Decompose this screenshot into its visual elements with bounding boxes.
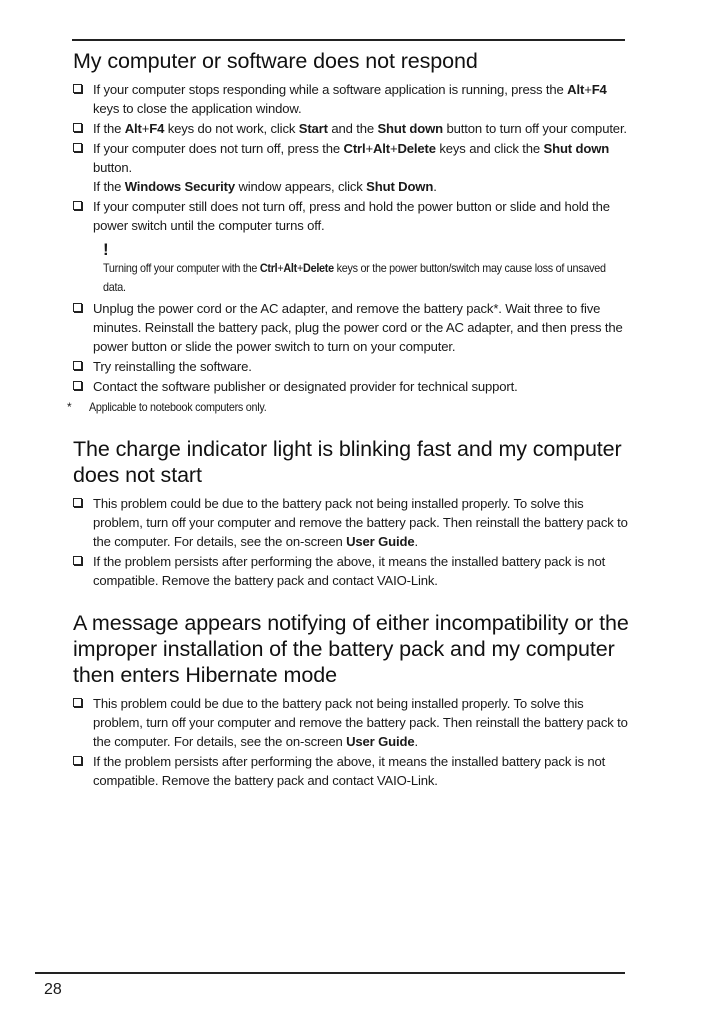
bullet-list [73,694,633,790]
section-charge-indicator [73,436,633,590]
exclamation-icon: ! [103,240,109,259]
checkbox-bullet-icon [73,123,82,132]
key-term: Delete [397,141,436,156]
key-term: Shut down [543,141,610,156]
checkbox-bullet-icon [73,381,82,390]
key-term: Alt [567,82,585,97]
checkbox-bullet-icon [73,303,82,312]
list-item [73,694,633,751]
list-item-text: This problem could be due to the battery pack not being installed properly. To solve this problem, turn off your computer and remove the battery pack. Then reinstall the battery pack to the computer. For details, see the on-screen User Guide. [93,496,628,549]
list-item-text: If your computer stops responding while a software application is running, press the Alt+F4 keys to close the application window. [93,82,607,116]
page-content [67,48,633,791]
key-term: F4 [149,121,165,136]
key-term: Shut down [377,121,444,136]
list-item [73,552,633,590]
list-item [73,80,633,118]
key-term: Start [298,121,328,136]
footnote-text: Applicable to notebook computers only. [89,400,267,414]
key-term: Shut Down [366,179,434,194]
checkbox-bullet-icon [73,498,82,507]
section-not-responding [67,48,633,416]
section-heading: A message appears notifying of either incompatibility or the improper installation of the battery pack and my computer then enters Hibernate mode [73,611,629,687]
section-heading: The charge indicator light is blinking fast and my computer does not start [73,437,622,487]
footnote [67,398,633,416]
list-item [73,299,633,356]
checkbox-bullet-icon [73,756,82,765]
page-number: 28 [44,981,62,998]
bullet-list [73,494,633,590]
footnote-mark: * [67,400,72,414]
key-term: Windows Security [124,179,235,194]
key-term: Delete [303,261,334,275]
key-term: User Guide [346,534,415,549]
list-item [73,197,633,235]
checkbox-bullet-icon [73,84,82,93]
list-item [73,752,633,790]
list-item-text: If your computer does not turn off, press the Ctrl+Alt+Delete keys and click the Shut down button. If the Windows Security window appears, click Shut Down. [93,141,610,194]
checkbox-bullet-icon [73,143,82,152]
top-rule [72,39,625,41]
checkbox-bullet-icon [73,698,82,707]
checkbox-bullet-icon [73,201,82,210]
key-term: Alt [372,141,390,156]
list-item-text: If the problem persists after performing the above, it means the installed battery pack is not compatible. Remove the battery pack and contact VAIO-Link. [93,554,606,588]
list-item-text: Try reinstalling the software. [93,359,252,374]
section-heading: My computer or software does not respond [73,49,478,73]
warning-note [103,241,633,297]
list-item-text: This problem could be due to the battery pack not being installed properly. To solve this problem, turn off your computer and remove the battery pack. Then reinstall the battery pack to the computer. For details, see the on-screen User Guide. [93,696,628,749]
section-hibernate [73,610,633,790]
list-item [73,377,633,396]
bottom-rule [35,972,625,974]
list-item [73,494,633,551]
key-term: Alt [124,121,142,136]
checkbox-bullet-icon [73,361,82,370]
list-item-text: If the Alt+F4 keys do not work, click Start and the Shut down button to turn off your computer. [93,121,627,136]
key-term: Ctrl [259,261,278,275]
key-term: F4 [591,82,607,97]
list-item [73,139,633,196]
list-item-text: Unplug the power cord or the AC adapter, and remove the battery pack*. Wait three to five minutes. Reinstall the battery pack, plug the power cord or the AC adapter, and then press the power button or slide the power switch to turn on your computer. [93,301,623,354]
list-item-text: If the problem persists after performing the above, it means the installed battery pack is not compatible. Remove the battery pack and contact VAIO-Link. [93,754,606,788]
checkbox-bullet-icon [73,556,82,565]
bullet-list [73,299,633,396]
bullet-list [73,80,633,235]
list-item [73,357,633,376]
warning-note-text: Turning off your computer with the Ctrl+Alt+Delete keys or the power button/switch may cause loss of unsaved data. [103,261,606,294]
key-term: Ctrl [343,141,366,156]
key-term: Alt [283,261,298,275]
key-term: User Guide [346,734,415,749]
list-item [73,119,633,138]
list-item-text: Contact the software publisher or designated provider for technical support. [93,379,518,394]
list-item-text: If your computer still does not turn off, press and hold the power button or slide and hold the power switch until the computer turns off. [93,199,610,233]
